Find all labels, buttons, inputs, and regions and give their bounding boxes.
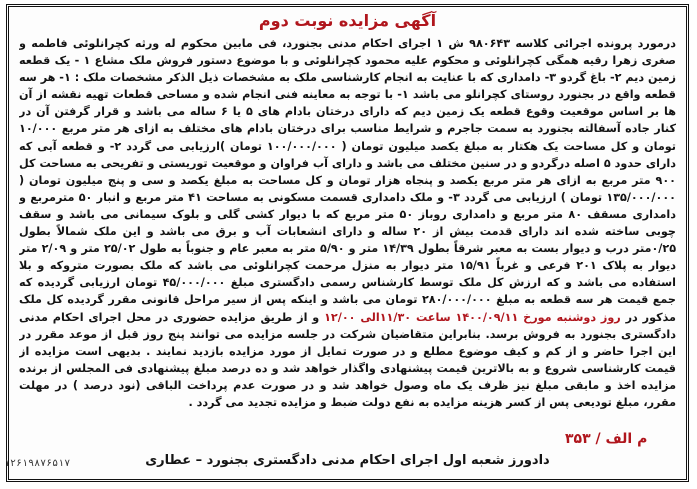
signature-line: دادورز شعبه اول اجرای احکام مدنی دادگستری بجنورد – عطاری (145, 453, 550, 468)
notice-title: آگهی مزایده نوبت دوم (258, 11, 437, 30)
notice-paragraph-main: درمورد پرونده اجرائی کلاسه ۹۸۰۶۴۳ ش ۱ اجرای احکام مدنی بجنورد، فی مابین محکوم له ورثه کچرانلوئی فاطمه و صغری زهرا رقیه همگی کچرانلوئی و محکوم علیه محمود کچرانلوئی و با موضوع دستور فروش ملک مشاع ۱ - یک قطعه زمین دیم ۲- باغ گردو ۳- دامداری که با عنایت به انجام کارشناسی ملک به مشخصات ذیل الذکر مشخصات ملک : ۱- هر سه قطعه واقع در بجنورد روستای کچرانلو می باشد ۱- با توجه به معاینه فنی انجام شده و مساحی قطعات تهیه نقشه از آن ها بر اساس موقعیت وقوع قطعه یک زمین دیم که دارای درختان بادام های ۵ یا ۶ ساله می باشد و قرار گرفتن آن در کنار جاده آسفالته بجنورد به سمت جاجرم و شرایط مناسب برای درختان بادام های مختلف به ازای هر متر مربع ۱۰/۰۰۰ تومان و کل مساحت یک هکتار به مبلغ یکصد میلیون تومان ( ۱۰۰/۰۰۰/۰۰۰ تومان )ارزیابی می گردد ۲- و قطعه آبی که دارای حدود ۵ اصله درگردو و در سنین مختلف می باشد و دارای آب فراوان و موقعیت توریستی و تفریحی به مساحت کل ۹۰۰ متر مربع به ازای هر متر مربع یکصد و پنجاه هزار تومان و کل مساحت به مبلغ یکصد و سی و پنج میلیون تومان ( ۱۳۵/۰۰۰/۰۰۰ تومان ) ارزیابی می گردد ۳- و ملک دامداری قسمت مسکونی به مساحت ۴۱ متر مربع و انبار ۵۰ مترمربع و دامداری مسقف ۸۰ متر مربع و دامداری روباز ۵۰ متر مربع که با دیوار کشی گلی و بلوک سیمانی می باشد و سقف چوبی ساخته شده اند دارای قدمت بیش از ۲۰ ساله و دارای انشعابات آب و برق می باشد و این ملک شمالاً بطول ۰/۲۵متر درب و دیوار بست به معبر شرقاً بطول ۱۴/۳۹ متر و ۵/۹۰ متر به معبر عام و جنوباً به طول ۲۵/۰۲ متر و ۲/۰۹ متر دیوار به پلاک ۲۰۱ فرعی و غرباً ۱۵/۹۱ متر دیوار به منزل مرحمت کچرانلوئی می باشد که ملک بصورت متروکه و بلا استفاده می باشد و که ارزش کل ملک توسط کارشناس رسمی دادگستری مبلغ ۴۵/۰۰۰/۰۰۰ تومان ارزیابی گردیده که جمع قیمت هر سه قطعه به مبلغ ۲۸۰/۰۰۰/۰۰۰ تومان می باشد و اینکه پس از سیر مراحل قانونی مقرر گردیده کل ملک مذکور در (19, 37, 676, 324)
notice-body (19, 35, 676, 427)
notice-paragraph-end: و از طریق مزایده حضوری در محل اجرای احکام مدنی دادگستری بجنورد به فروش برسد. بنابراین متقاضیان شرکت در جلسه مزایده می توانند پنج روز قبل از موعد مقرر در این اجرا حاضر و از کم و کیف موضوع مطلع و در صورت تمایل از مورد مزایده بازدید نمایند . بدیهی است مزایده از قیمت کارشناسی شروع و به بالاترین قیمت پیشنهادی واگذار خواهد شد و ده درصد مبلغ پیشنهادی فی المجلس از برنده مزایده اخذ و مابقی مبلغ نیز ظرف یک ماه وصول خواهد شد و در صورت عدم پرداخت الباقی (نود درصد ) در مهلت مقرر، مبلغ تودیعی پس از کسر هزینه مزایده به نفع دولت ضبط و مزایده تجدید می گردد . (19, 310, 676, 409)
reference-number: م الف / ۳۵۳ (565, 431, 648, 447)
notice-paragraph (19, 35, 676, 411)
notice-frame (6, 4, 689, 482)
document-code: ۱۲۶۱۹۸۷۶۵۱۷ (4, 458, 71, 469)
auction-date-highlight: روز دوشنبه مورخ ۱۴۰۰/۰۹/۱۱ ساعت ۱۱/۳۰الی ۱۲/۰۰ (324, 310, 621, 324)
